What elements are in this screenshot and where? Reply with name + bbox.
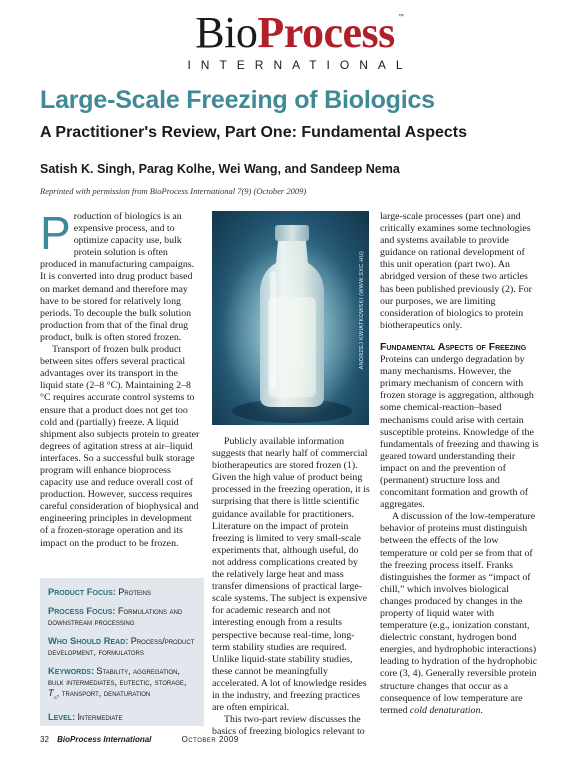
paragraph: This two-part review discusses the basics of freezing biologics relevant to: [212, 714, 365, 738]
product-focus: [48, 586, 198, 598]
keywords-label: Keywords:: [48, 665, 95, 676]
logo-bio: Bio: [195, 8, 258, 57]
level: [48, 711, 198, 723]
publication-name: BioProcess International: [57, 735, 152, 744]
column-2: [212, 436, 370, 738]
process-focus-label: Process Focus:: [48, 605, 116, 616]
paragraph: Transport of frozen bulk product between sites offers several practical advantages over its transport in the liquid state (2–8 °C). Maintaining 2–8 °C requires accurate control systems to ensure that a product does not get too cold and (partially) freeze. A liquid shipment also subjects protein to greater degrees of agitation stress at air–liquid interfaces. So a successful bulk storage program will enhance bioprocess capacity use and reduce overall cost of production. However, success requires careful consideration of biophysical and engineering principles in development of a frozen-storage operation and its impact on the product to be frozen.: [40, 344, 200, 549]
drop-cap: P: [40, 207, 71, 259]
page-footer: [40, 735, 239, 744]
product-focus-label: Product Focus:: [48, 586, 116, 597]
article-info-sidebar: [40, 578, 204, 726]
page-number: 32: [40, 735, 49, 744]
logo-international: INTERNATIONAL: [187, 58, 413, 72]
paragraph: [380, 511, 540, 717]
paragraph-end: .: [480, 704, 483, 716]
photo-credit: ANDRZEJ KWIATKOWSKI (WWW.SXC.HU): [359, 251, 365, 370]
keywords-part-b: , transport, denaturation: [56, 688, 151, 698]
reprint-note: Reprinted with permission from BioProcess International 7(9) (October 2009): [40, 186, 307, 196]
process-focus: [48, 605, 198, 628]
masthead-logo: [150, 10, 440, 80]
keywords-part-a: Stability, aggregation, bulk intermediates, eutectic, storage,: [48, 666, 187, 687]
paragraph: Publicly available information suggests that nearly half of commercial biotherapeutics are stored frozen (1). Given the high value of product being processed in the freezing operation, it is surprising that there is little scientific guidance available for practitioners. Literature on the impact of protein freezing is limited to very small-scale experiments that, although useful, do not address complications created by the relatively large heat and mass transfer dimensions of practical large-scale systems. The subject is expensive for academic research and not interesting enough from a results perspective because real-time, long-term stability studies are required. Unlike liquid-state stability studies, these cannot be meaningfully accelerated. A lot of knowledge resides in the industry, and freezing practices are often empirical.: [212, 436, 370, 714]
first-line: roduction of biologics is an: [73, 211, 182, 222]
first-line: optimize capacity use, bulk: [73, 235, 182, 247]
paragraph: Proteins can undergo degradation by many mechanisms. However, the primary mechanism of concern with frozen storage is aggregation, although some chemical-reaction–based mechanisms could arise with certain susceptible proteins. Knowledge of the fundamentals of freezing and thawing is geared toward understanding their impact on and the prevention of (permanent) structure loss and concomitant formation and growth of aggregates.: [380, 354, 539, 511]
article-authors: Satish K. Singh, Parag Kolhe, Wei Wang, and Sandeep Nema: [40, 162, 400, 176]
who-should-read-label: Who Should Read:: [48, 635, 129, 646]
keywords-tg: T: [48, 688, 54, 698]
italic-term: cold denaturation: [409, 704, 481, 716]
paragraph: produced in manufacturing campaigns. It is converted into drug product based on market demand and therefore may have to be stored for relatively long periods. To decouple the bulk solution production from that of the final drug product, bulk is often stored frozen.: [40, 259, 195, 343]
level-label: Level:: [48, 710, 76, 722]
frozen-vial-illustration: [212, 211, 369, 425]
who-should-read-value: Process/product development, formulators: [48, 636, 195, 657]
column-3: [380, 211, 540, 717]
column-1: [40, 207, 202, 550]
article-title: Large-Scale Freezing of Biologics: [40, 86, 435, 114]
issue-date: October 2009: [181, 735, 239, 744]
logo-trademark: ™: [398, 14, 404, 20]
level-value: Intermediate: [77, 711, 123, 722]
logo-wordmark: [150, 10, 440, 56]
article-subtitle: A Practitioner's Review, Part One: Fundamental Aspects: [40, 124, 468, 141]
keywords: [48, 665, 198, 704]
who-should-read: [48, 635, 198, 658]
first-line: expensive process, and to: [73, 223, 175, 235]
first-line: protein solution is often: [73, 247, 168, 259]
keywords-tg-sub: g: [53, 694, 57, 701]
section-heading: Fundamental Aspects of Freezing: [380, 341, 527, 353]
logo-process: Process: [257, 8, 395, 57]
process-focus-value: Formulations and downstream processing: [48, 606, 183, 627]
product-focus-value: Proteins: [118, 587, 152, 597]
paragraph-text: A discussion of the low-temperature behavior of proteins must distinguish between the effects of the low temperature or cold per se from that of the freezing process itself. Franks distinguishes the former as “impact of chill,” which involves biological changes produced by changes in the property of liquid water with temperature (e.g., ionization constant, dielectric constant, hydrogen bond energies, and hydrophobic interactions) leading to hydration of the hydrophobic core (3, 4). Generally reversible protein structure changes that occur as a consequence of low temperature are termed: [380, 511, 538, 716]
paragraph: large-scale processes (part one) and critically examines some technologies and systems available to provide guidance on rational development of this unit operation (part two). An abridged version of these two articles has been published previously (2). For our purposes, we are limiting consideration of biologics to protein biotherapeutics only.: [380, 211, 532, 331]
vial-photo: [212, 211, 369, 425]
